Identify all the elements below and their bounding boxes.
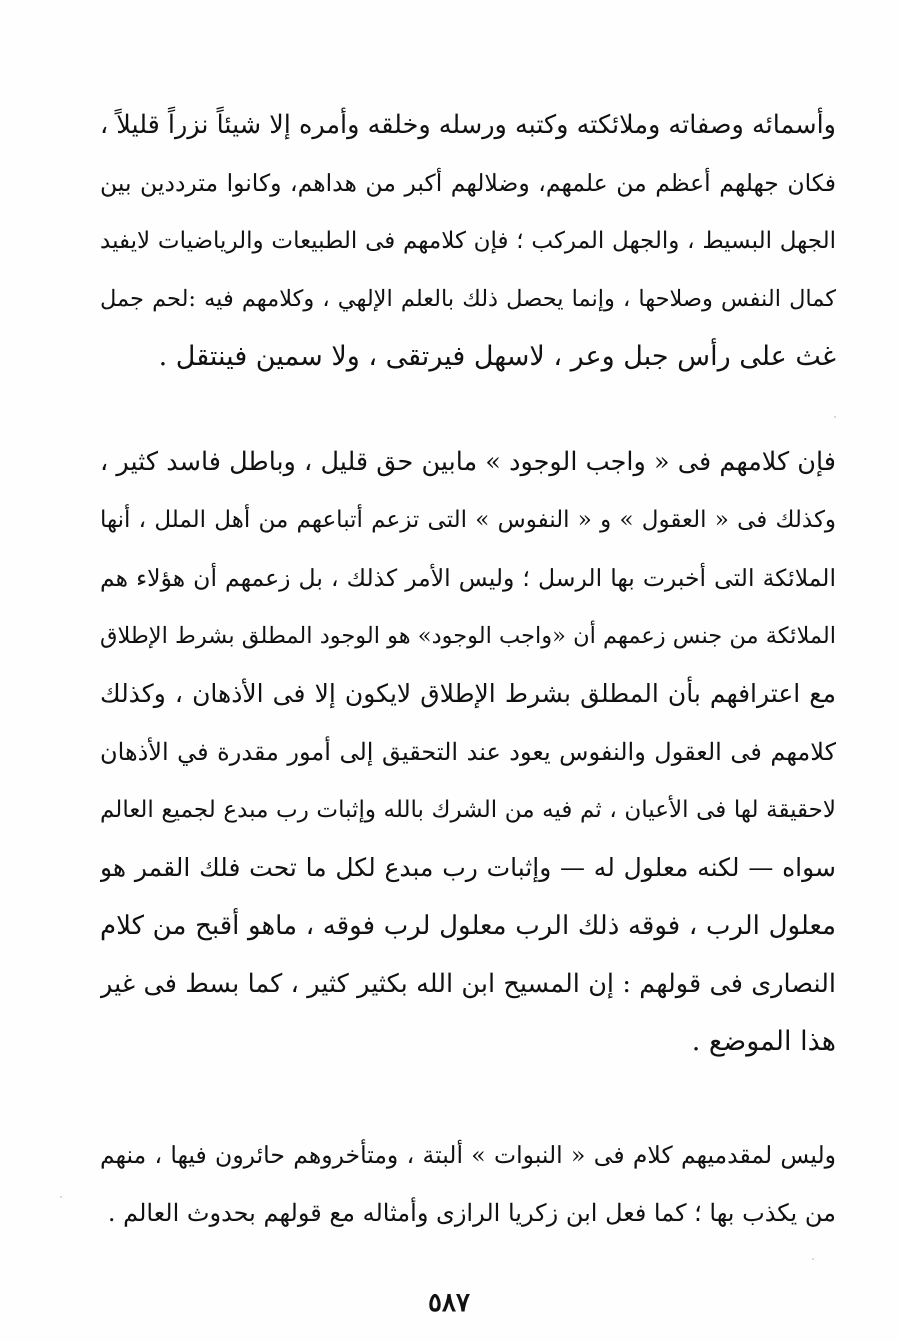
- text-line: مع اعترافهم بأن المطلق بشرط الإطلاق لايكون إلا فى الأذهان ، وكذلك: [100, 679, 836, 708]
- text-line: الملائكة التى أخبرت بها الرسل ؛ وليس الأمر كذلك ، بل زعمهم أن هؤلاء هم: [100, 564, 836, 592]
- text-line: معلول الرب ، فوقه ذلك الرب معلول لرب فوقه ، ماهو أقبح من كلام: [100, 911, 836, 941]
- paragraph-3: [100, 1126, 836, 1242]
- text-line: فإن كلامهم فى « واجب الوجود » مابين حق قليل ، وباطل فاسد كثير ،: [100, 447, 836, 477]
- text-line: الجهل البسيط ، والجهل المركب ؛ فإن كلامهم فى الطبيعات والرياضيات لايفيد: [100, 228, 836, 254]
- text-line: هذا الموضع .: [691, 1026, 836, 1057]
- text-line: فكان جهلهم أعظم من علمهم، وضلالهم أكبر من هداهم، وكانوا مترددين بين: [100, 169, 836, 197]
- text-line: غث على رأس جبل وعر ، لاسهل فيرتقى ، ولا سمين فينتقل .: [158, 341, 836, 372]
- text-line: وليس لمقدميهم كلام فى « النبوات » ألبتة ، ومتأخروهم حائرون فيها ، منهم: [100, 1141, 836, 1169]
- text-line: كمال النفس وصلاحها ، وإنما يحصل ذلك بالعلم الإلهي ، وكلامهم فيه :لحم جمل: [100, 286, 836, 312]
- paragraph-2: [100, 433, 836, 1071]
- text-line: لاحقيقة لها فى الأعيان ، ثم فيه من الشرك بالله وإثبات رب مبدع لجميع العالم: [100, 797, 836, 823]
- scan-speck: [60, 1196, 62, 1198]
- scan-speck: [812, 1258, 814, 1260]
- text-line: سواه — لكنه معلول له — وإثبات رب مبدع لكل ما تحت فلك القمر هو: [100, 853, 836, 882]
- page-number: ٥٨٧: [428, 1288, 470, 1318]
- text-line: من يكذب بها ؛ كما فعل ابن زكريا الرازى وأمثاله مع قولهم بحدوث العالم .: [107, 1199, 836, 1227]
- text-line: وأسمائه وصفاته وملائكته وكتبه ورسله وخلقه وأمره إلا شيئاً نزراً قليلاً ،: [100, 110, 836, 140]
- paragraph-1: [100, 96, 836, 386]
- text-line: وكذلك فى « العقول » و « النفوس » التى تزعم أتباعهم من أهل الملل ، أنها: [100, 507, 836, 533]
- scan-speck: [834, 416, 836, 418]
- text-line: كلامهم فى العقول والنفوس يعود عند التحقيق إلى أمور مقدرة في الأذهان: [100, 738, 836, 766]
- text-line: الملائكة من جنس زعمهم أن «واجب الوجود» هو الوجود المطلق بشرط الإطلاق: [100, 623, 836, 649]
- text-line: النصارى فى قولهم : إن المسيح ابن الله بكثير كثير ، كما بسط فى غير: [100, 969, 836, 999]
